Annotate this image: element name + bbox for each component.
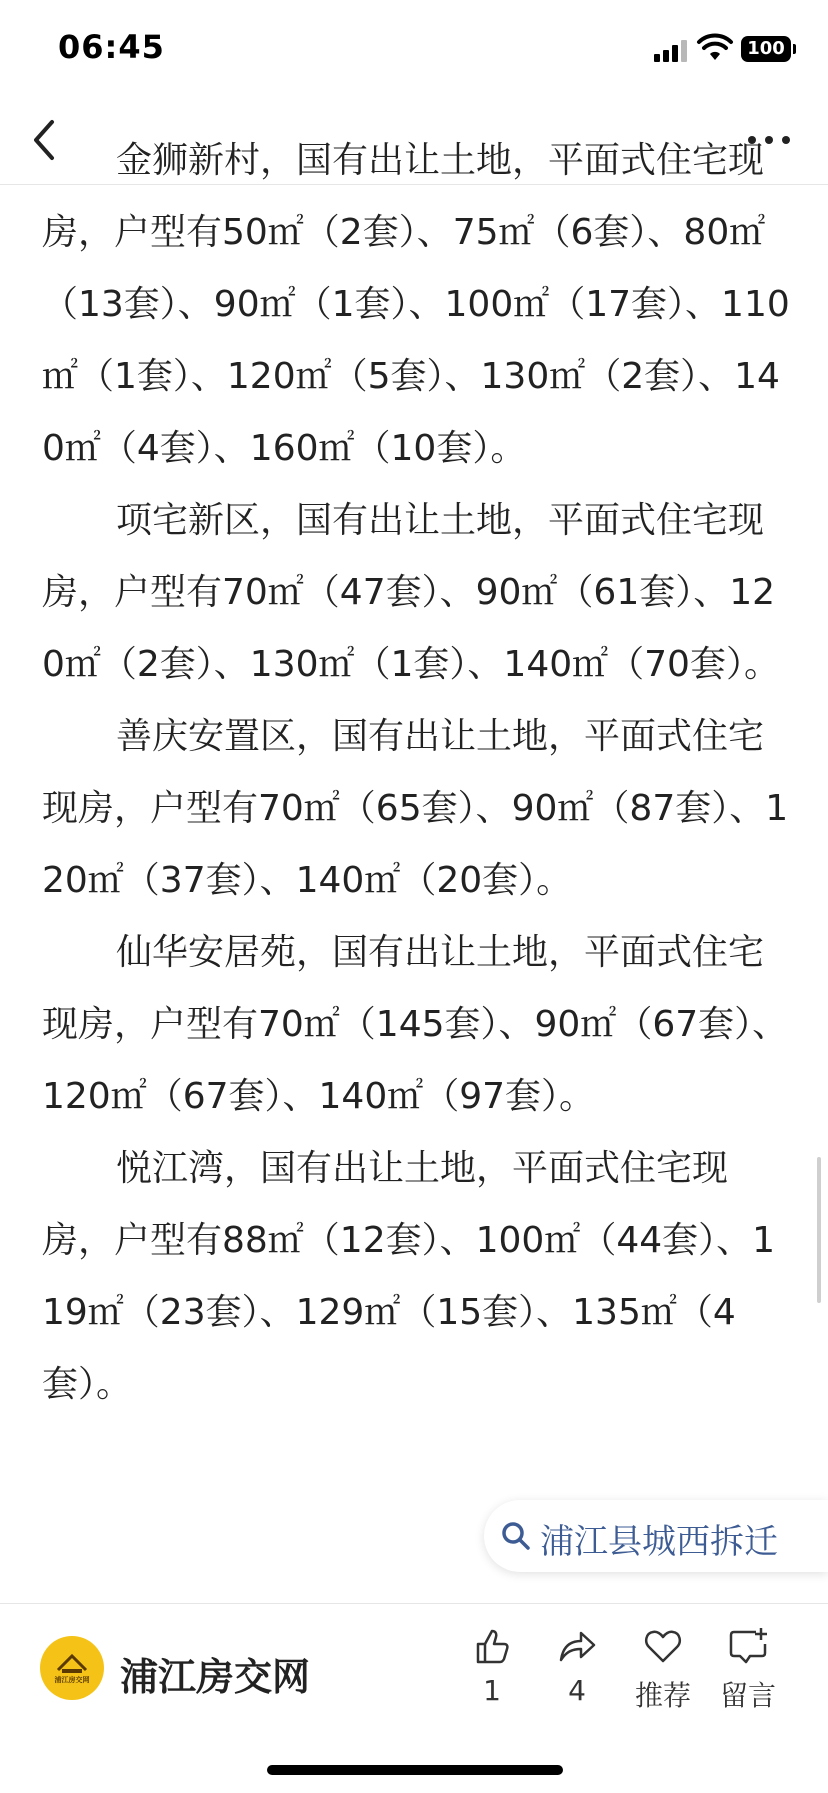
- house-icon: [40, 1636, 104, 1700]
- search-icon: [500, 1520, 532, 1552]
- recommend-label: 推荐: [634, 1679, 691, 1712]
- paragraph-yuejiangwan: 悦江湾，国有出让土地，平面式住宅现房，户型有88㎡（12套）、100㎡（44套）、119㎡（23套）、129㎡（15套）、135㎡（4套）。: [42, 1148, 776, 1405]
- status-bar: [0, 0, 828, 96]
- account-logo[interactable]: [40, 1636, 104, 1700]
- comment-add-icon: [728, 1626, 768, 1666]
- account-name[interactable]: 浦江房交网: [120, 1655, 311, 1699]
- share-icon: [557, 1626, 597, 1666]
- share-count: 4: [568, 1674, 586, 1707]
- like-count: 1: [483, 1674, 501, 1707]
- comment-button[interactable]: [706, 1626, 790, 1714]
- paragraph-jinshi: 金狮新村，国有出让土地，平面式住宅现房，户型有50㎡（2套）、75㎡（6套）、80㎡（13套）、90㎡（1套）、100㎡（17套）、110㎡（1套）、120㎡（5套）、130㎡（2套）、140㎡（4套）、160㎡（10套）。: [42, 140, 790, 469]
- article-content: [42, 125, 792, 1421]
- search-suggestion-button[interactable]: [484, 1500, 828, 1572]
- paragraph-xianhua: 仙华安居苑，国有出让土地，平面式住宅现房，户型有70㎡（145套）、90㎡（67套）、120㎡（67套）、140㎡（97套）。: [42, 932, 789, 1117]
- thumbs-up-icon: [472, 1626, 512, 1666]
- heart-icon: [643, 1626, 683, 1666]
- scrollbar[interactable]: [817, 1157, 821, 1303]
- comment-label: 留言: [719, 1679, 776, 1712]
- recommend-button[interactable]: [621, 1626, 705, 1714]
- battery-icon: 100: [741, 36, 791, 62]
- wifi-icon: [698, 34, 732, 62]
- article-body: [0, 140, 828, 1603]
- cellular-signal-icon: [654, 38, 690, 62]
- home-indicator[interactable]: [267, 1765, 563, 1775]
- search-suggestion-text: 浦江县城西拆迁: [540, 1522, 778, 1562]
- paragraph-shanqing: 善庆安置区，国有出让土地，平面式住宅现房，户型有70㎡（65套）、90㎡（87套）、120㎡（37套）、140㎡（20套）。: [42, 716, 789, 901]
- logo-text: 浦江房交网: [54, 1676, 90, 1684]
- battery-tip: [793, 44, 796, 54]
- paragraph-xiangzhai: 项宅新区，国有出让土地，平面式住宅现房，户型有70㎡（47套）、90㎡（61套）、120㎡（2套）、130㎡（1套）、140㎡（70套）。: [42, 500, 780, 685]
- share-button[interactable]: [535, 1626, 619, 1707]
- like-button[interactable]: [450, 1626, 534, 1707]
- status-time: 06:45: [58, 28, 165, 66]
